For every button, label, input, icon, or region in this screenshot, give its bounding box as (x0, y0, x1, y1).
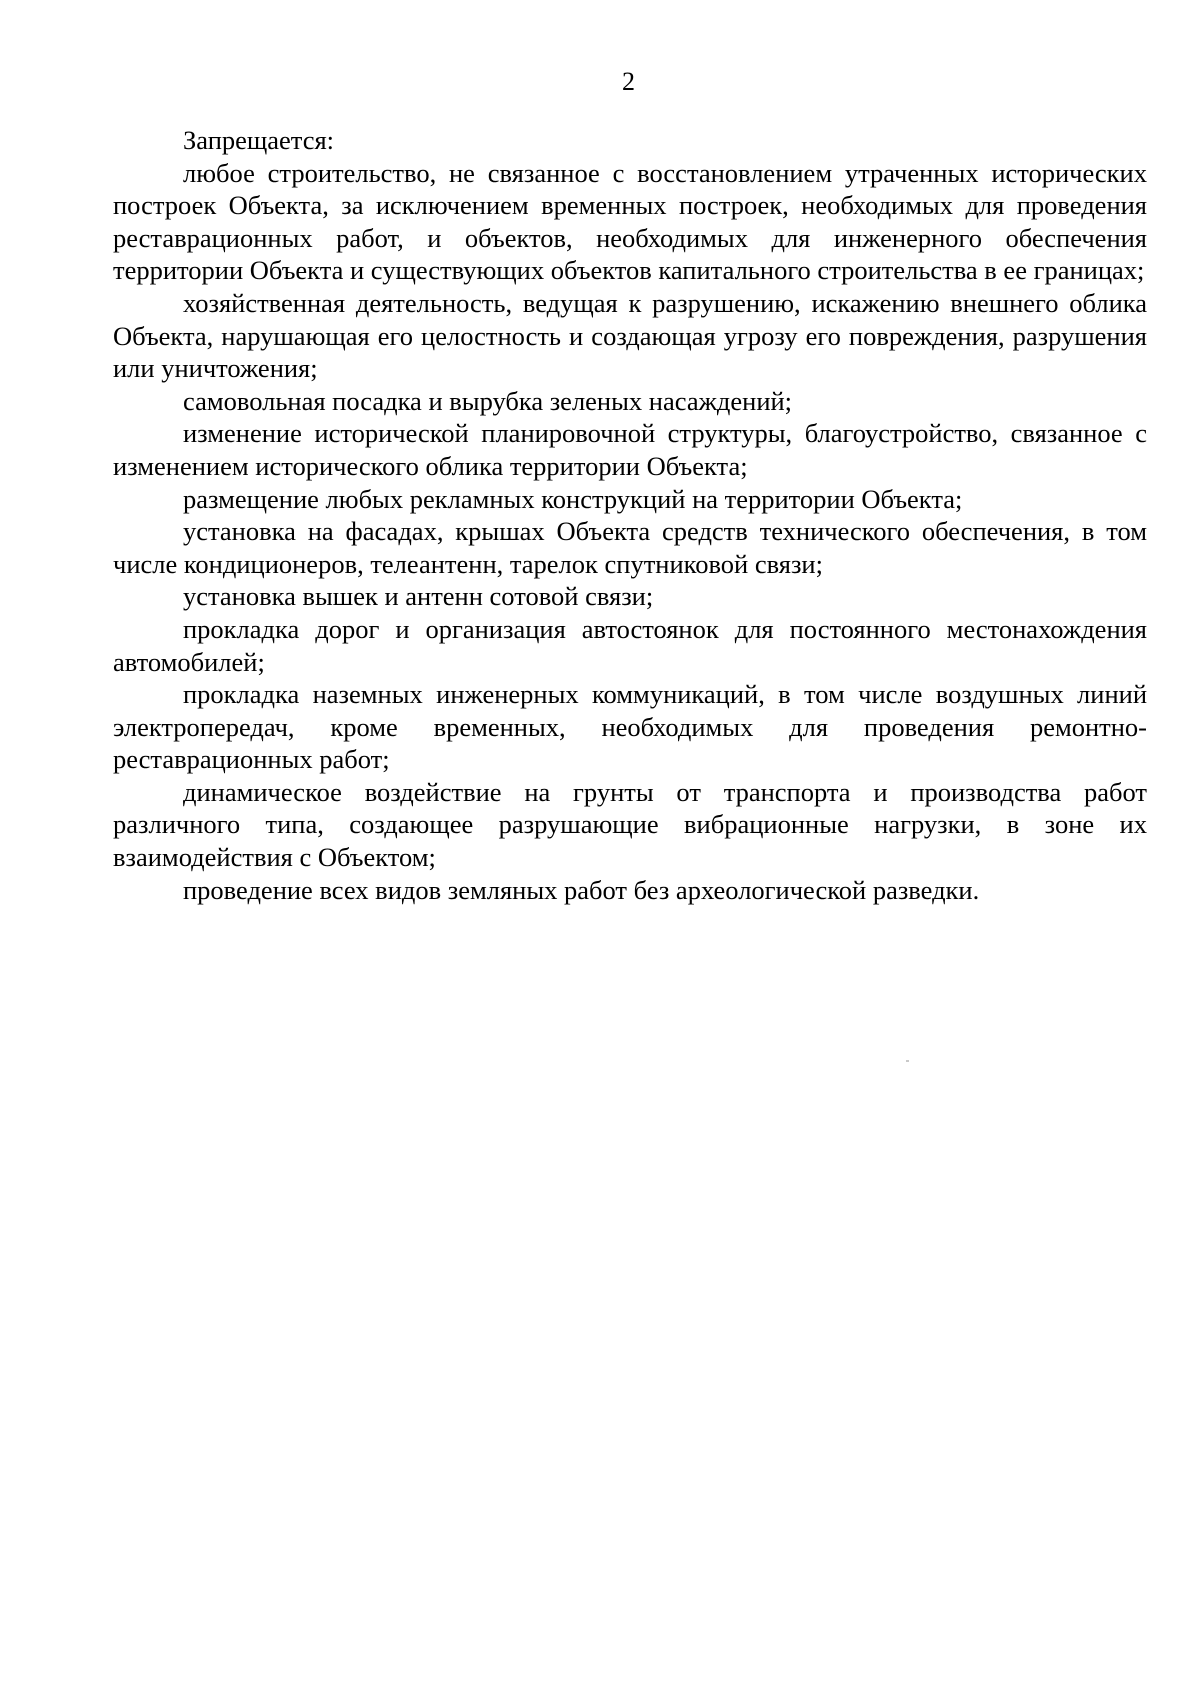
prohibition-item: установка на фасадах, крышах Объекта средств технического обеспечения, в том числе кондиционеров, телеантенн, тарелок спутниковой связи; (113, 516, 1147, 579)
scan-speck (906, 1060, 909, 1062)
prohibition-item: установка вышек и антенн сотовой связи; (183, 581, 654, 612)
document-body (113, 124, 1147, 906)
prohibition-item: размещение любых рекламных конструкций на территории Объекта; (183, 483, 963, 514)
prohibition-item: прокладка наземных инженерных коммуникаций, в том числе воздушных линий электропередач, кроме временных, необходимых для проведения ремонтно-реставрационных работ; (113, 679, 1147, 775)
prohibition-item: прокладка дорог и организация автостоянок для постоянного местонахождения автомобилей; (113, 613, 1147, 677)
prohibition-item: проведение всех видов земляных работ без археологической разведки. (183, 874, 980, 905)
intro-paragraph: Запрещается: (183, 125, 335, 155)
page-number: 2 (622, 67, 635, 96)
prohibition-item: самовольная посадка и вырубка зеленых насаждений; (183, 385, 793, 416)
prohibition-item: хозяйственная деятельность, ведущая к разрушению, искажению внешнего облика Объекта, нарушающая его целостность и создающая угрозу его повреждения, разрушения или уничтожения; (113, 287, 1147, 384)
prohibition-item: изменение исторической планировочной структуры, благоустройство, связанное с изменением исторического облика территории Объекта; (113, 418, 1147, 481)
prohibition-item: динамическое воздействие на грунты от транспорта и производства работ различного типа, создающее разрушающие вибрационные нагрузки, в зоне их взаимодействия с Объектом; (113, 776, 1147, 873)
prohibition-item: любое строительство, не связанное с восстановлением утраченных исторических построек Объекта, за исключением временных построек, необходимых для проведения реставрационных работ, и объектов, необходимых для инженерного обеспечения территории Объекта и существующих объектов капитального строительства в ее границах; (113, 157, 1147, 286)
